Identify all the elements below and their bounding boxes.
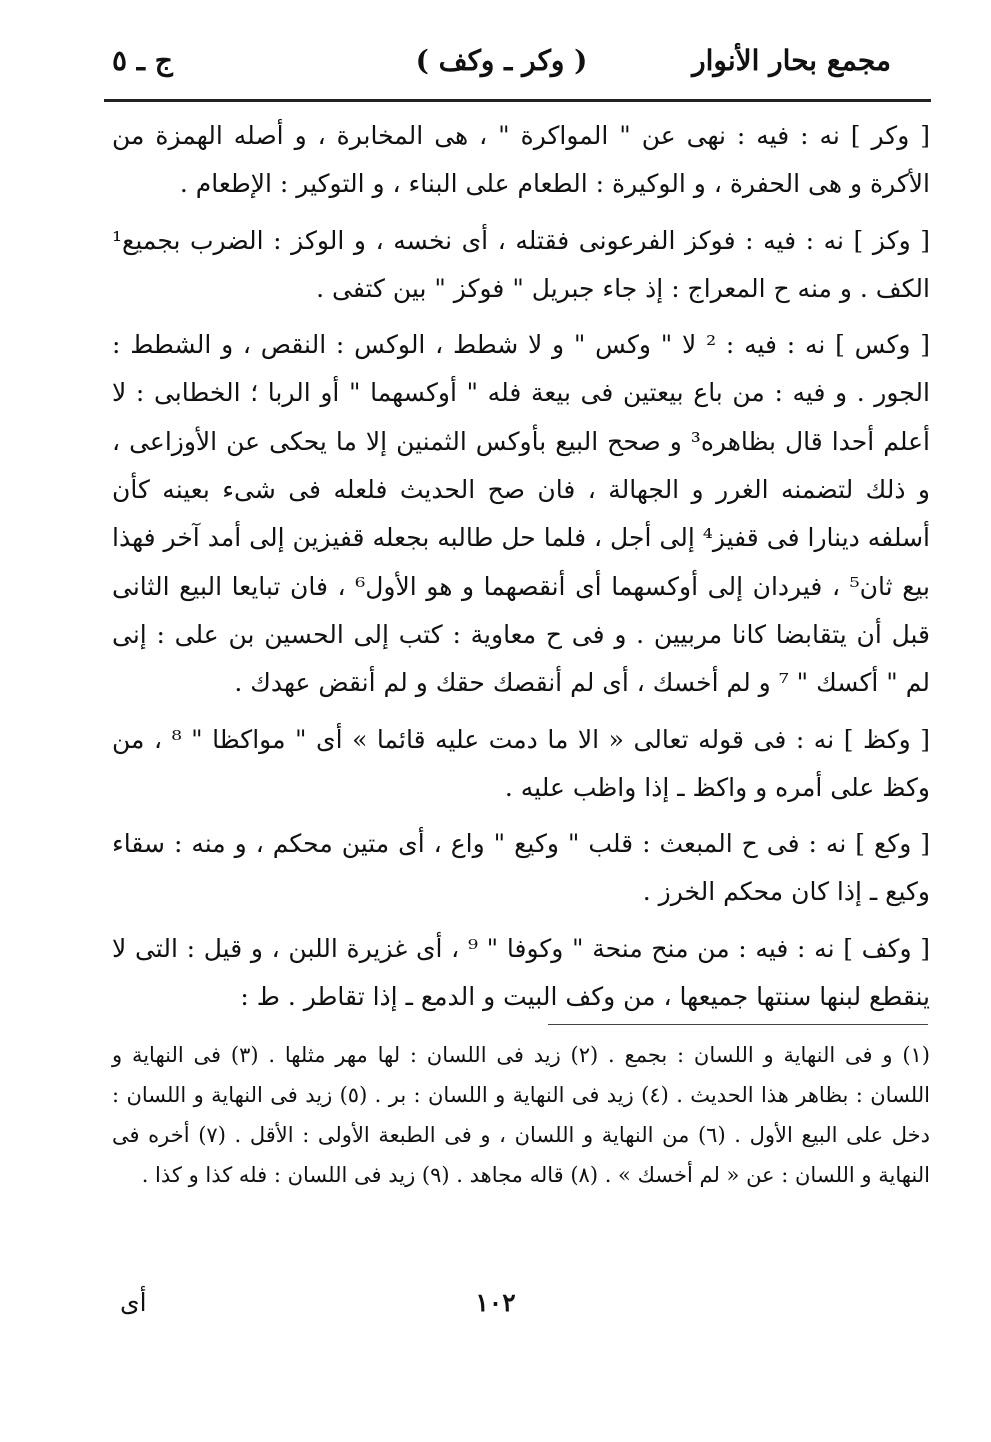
footnote-rule xyxy=(548,1024,928,1025)
entry-paragraph: [ وكز ] نه : فيه : فوكز الفرعونى فقتله ، أى نخسه ، و الوكز : الضرب بجميع¹ الكف . و منه ح المعراج : إذ جاء جبريل " فوكز " بين كتفى . xyxy=(112,225,930,303)
running-header xyxy=(112,44,891,88)
footnote-text: (١) و فى النهاية و اللسان : بجمع . (٢) زيد فى اللسان : لها مهر مثلها . (٣) فى النهاية و اللسان : بظاهر هذا الحديث . (٤) زيد فى النهاية و اللسان : بر . (٥) زيد فى النهاية و اللسان : دخل على البيع الأول . (٦) من النهاية و اللسان ، و فى الطبعة الأولى : الأقل . (٧) أخره فى النهاية و اللسان : عن « لم أخسك » . (٨) قاله مجاهد . (٩) زيد فى اللسان : فله كذا و كذا . xyxy=(112,1043,930,1187)
entry-wakz xyxy=(112,217,930,314)
volume-label: ج ـ ٥ xyxy=(112,44,173,77)
entry-wakz-2 xyxy=(112,716,930,813)
entry-paragraph: [ وكع ] نه : فى ح المبعث : قلب " وكيع " واع ، أى متين محكم ، و منه : سقاء وكيع ـ إذا كان محكم الخرز . xyxy=(112,829,930,907)
entry-paragraph: [ وكر ] نه : فيه : نهى عن " المواكرة " ، هى المخابرة ، و أصله الهمزة من الأكرة و هى الحفرة ، و الوكيرة : الطعام على البناء ، و التوكير : الإطعام . xyxy=(112,121,930,199)
entry-waki xyxy=(112,820,930,917)
catchword: أى xyxy=(120,1288,147,1317)
header-rule xyxy=(104,99,931,102)
entry-paragraph: [ وكس ] نه : فيه : ² لا " وكس " و لا شطط ، الوكس : النقص ، و الشطط : الجور . و فيه : من باع بيعتين فى بيعة فله " أوكسهما " أو الربا ؛ الخطابى : لا أعلم أحدا قال بظاهره³ و صحح البيع بأوكس الثمنين إلا ما يحكى عن الأوزاعى ، و ذلك لتضمنه الغرر و الجهالة ، فان صح الحديث فلعله فى شىء بعينه كأن أسلفه دينارا فى قفيز⁴ إلى أجل ، فلما حل طالبه بجعله قفيزين إلى أمد آخر فهذا بيع ثان⁵ ، فيردان إلى أوكسهما أى أنقصهما و هو الأول⁶ ، فان تبايعا البيع الثانى قبل أن يتقابضا كانا مربيين . و فى ح معاوية : كتب إلى الحسين بن على : إنى لم " أكسك " ⁷ و لم أخسك ، أى لم أنقصك حقك و لم أنقض عهدك . xyxy=(112,330,930,698)
page-number: ١٠٢ xyxy=(475,1288,516,1317)
section-range: ( وكر ـ وكف ) xyxy=(415,44,588,77)
footnotes xyxy=(112,1035,930,1195)
entry-wakr xyxy=(112,112,930,209)
entry-waks xyxy=(112,321,930,707)
entry-paragraph: [ وكظ ] نه : فى قوله تعالى « الا ما دمت عليه قائما » أى " مواكظا " ⁸ ، من وكظ على أمره و واكظ ـ إذا واظب عليه . xyxy=(112,724,930,802)
book-title: مجمع بحار الأنوار xyxy=(692,44,891,77)
main-text xyxy=(112,112,930,1029)
entry-paragraph: [ وكف ] نه : فيه : من منح منحة " وكوفا " ⁹ ، أى غزيرة اللبن ، و قيل : التى لا ينقطع لبنها سنتها جميعها ، من وكف البيت و الدمع ـ إذا تقاطر . ط : xyxy=(112,933,930,1012)
entry-wakf xyxy=(112,925,930,1022)
